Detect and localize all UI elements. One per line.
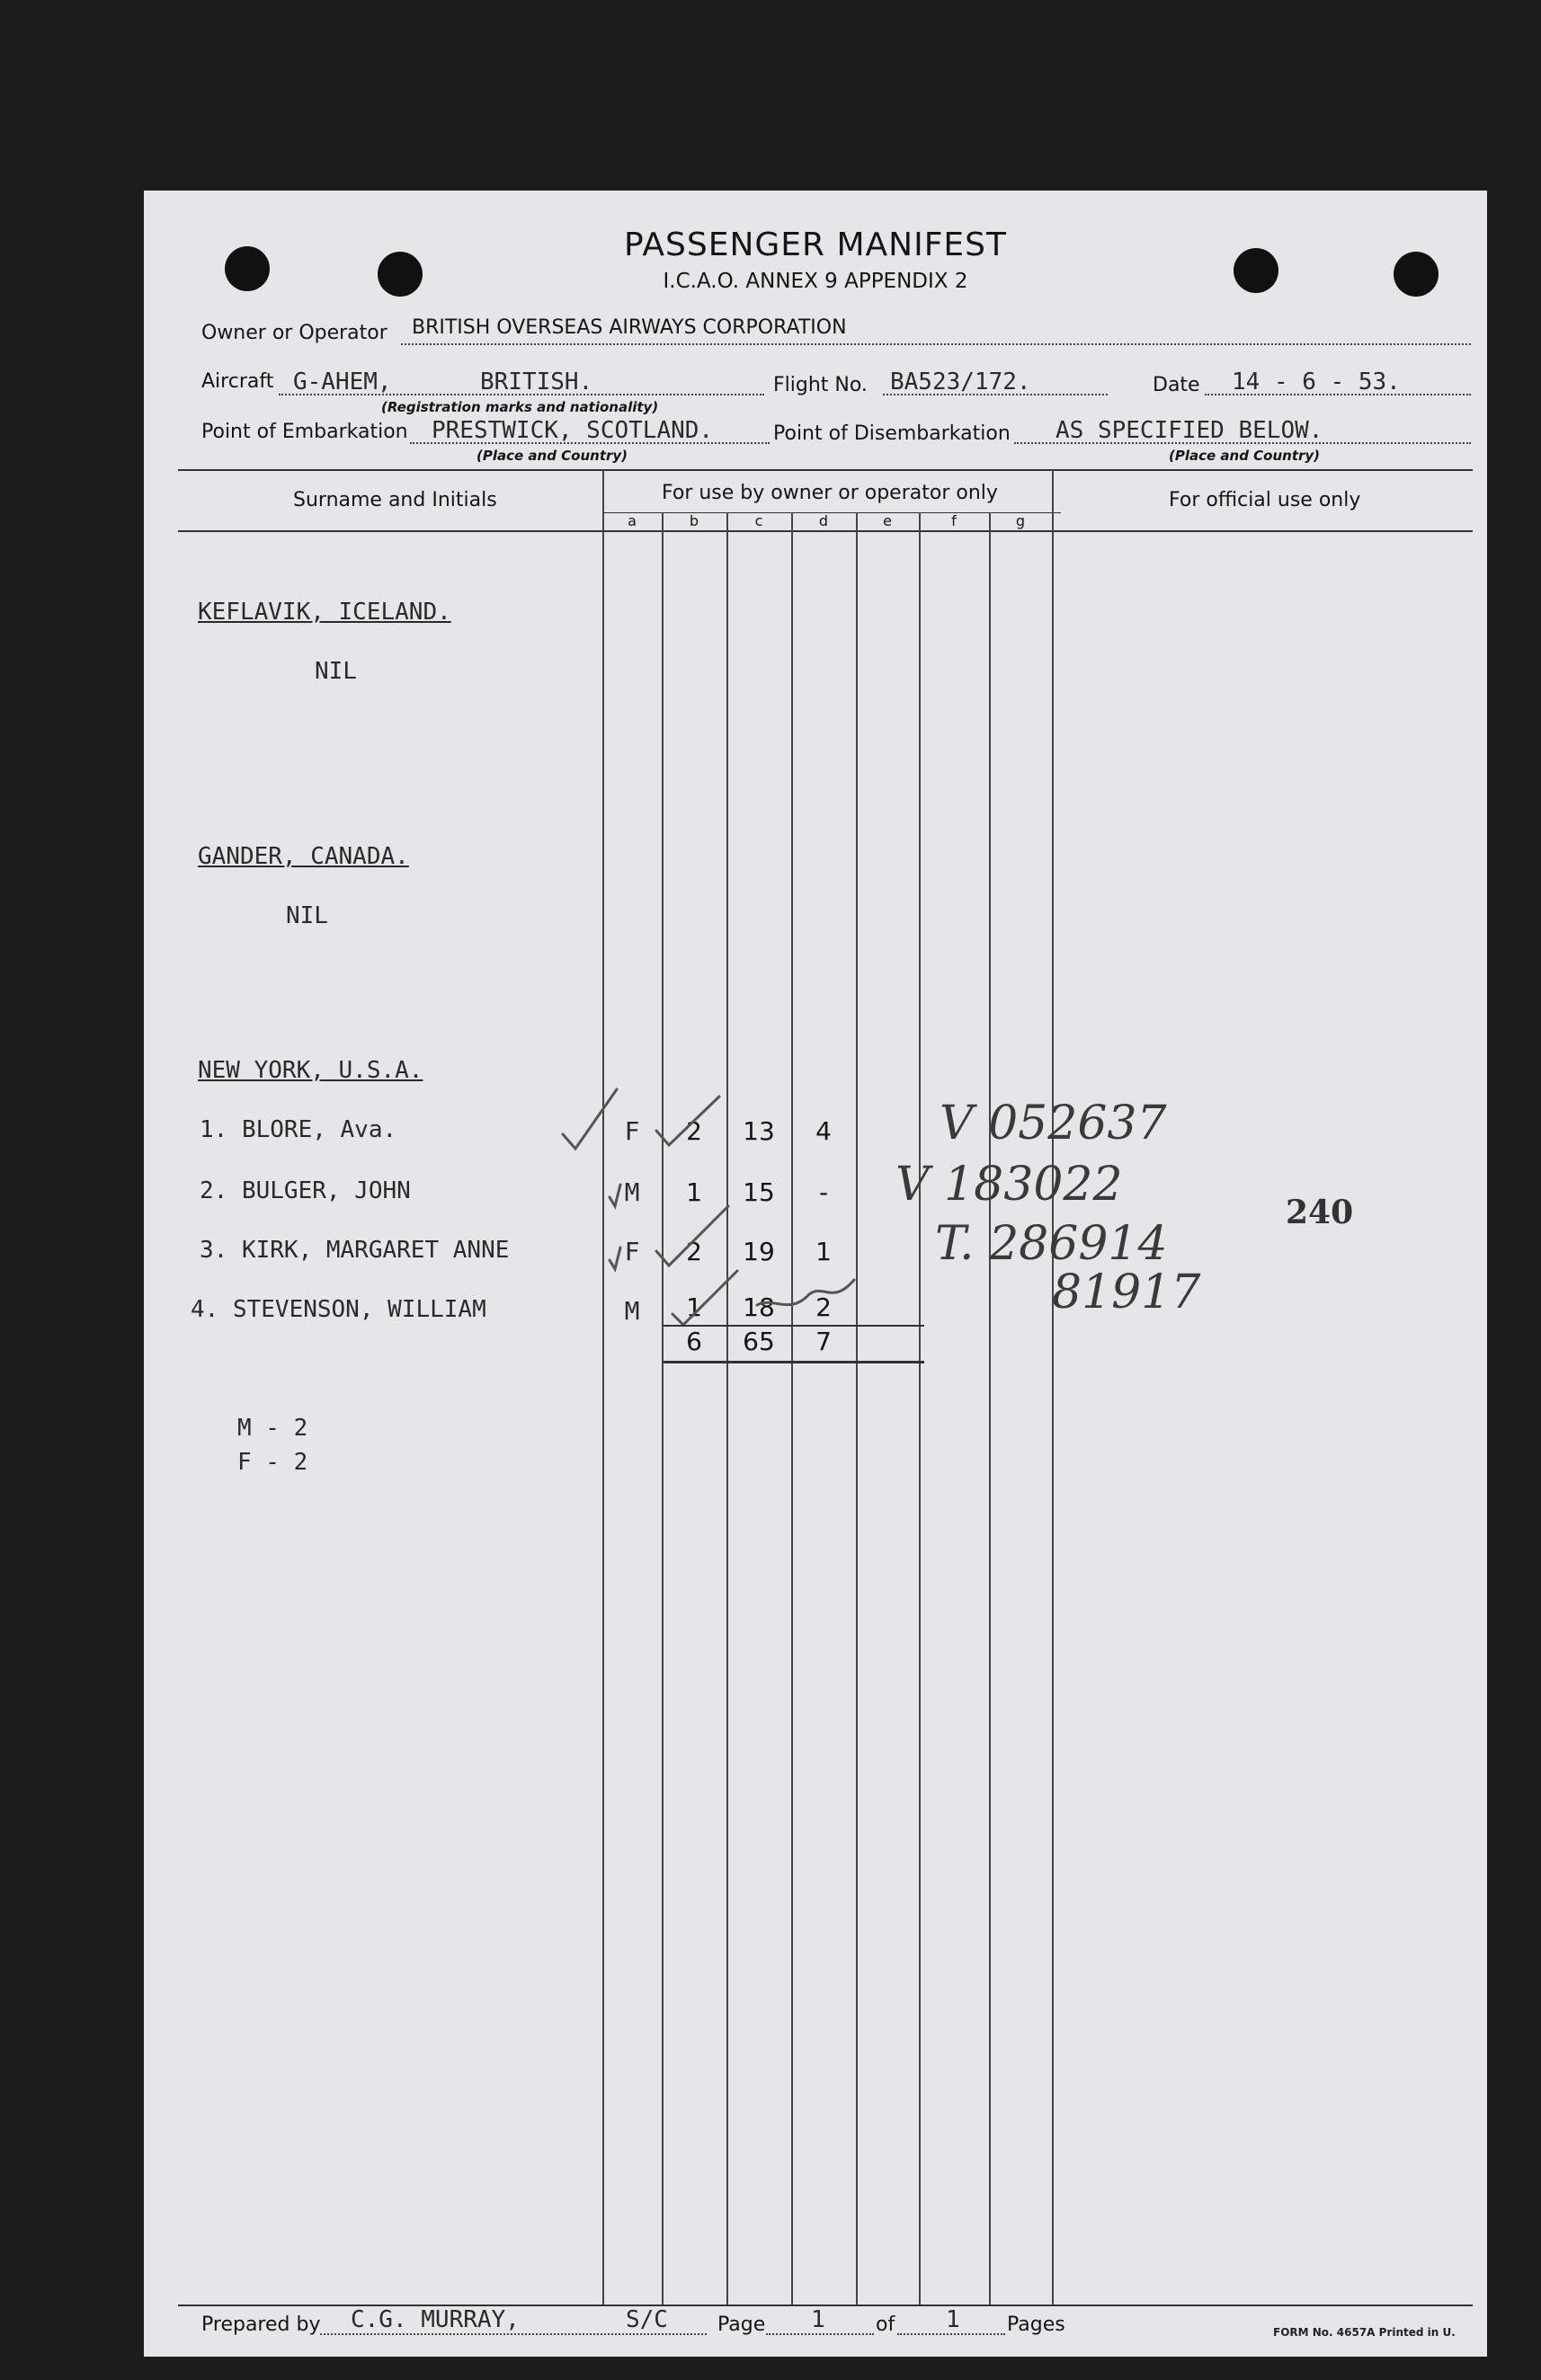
- passenger-col-b: 1: [686, 1177, 702, 1207]
- passenger-official-number: 81917: [1052, 1265, 1201, 1319]
- flight-label: Flight No.: [773, 374, 868, 396]
- surname-header: Surname and Initials: [293, 489, 497, 511]
- owner-label: Owner or Operator: [201, 322, 387, 344]
- section-place: GANDER, CANADA.: [198, 843, 409, 870]
- passenger-sex: M: [624, 1296, 640, 1326]
- form-title: PASSENGER MANIFEST: [623, 226, 1008, 263]
- passenger-col-b: 2: [686, 1237, 702, 1266]
- col-b-label: b: [689, 512, 699, 529]
- aircraft-nationality: BRITISH.: [480, 369, 593, 395]
- flight-value: BA523/172.: [890, 369, 1031, 395]
- passenger-name: 4. STEVENSON, WILLIAM: [191, 1296, 486, 1323]
- passenger-col-d: 4: [815, 1116, 832, 1146]
- owner-use-header: For use by owner or operator only: [662, 482, 998, 504]
- owner-line: [401, 343, 1471, 345]
- page-line: [766, 2333, 874, 2335]
- aircraft-label: Aircraft: [201, 370, 274, 393]
- col-a-label: a: [628, 512, 637, 529]
- col-c-label: c: [754, 512, 763, 529]
- prepared-by-rank: S/C: [626, 2306, 668, 2333]
- owner-value: BRITISH OVERSEAS AIRWAYS CORPORATION: [412, 316, 847, 339]
- table-header-rule: [178, 530, 1473, 532]
- section-note: NIL: [286, 902, 328, 929]
- col-divider-fg: [989, 512, 991, 2306]
- manifest-sheet: [144, 191, 1487, 2357]
- disembarkation-note: (Place and Country): [1169, 448, 1321, 464]
- passenger-name: 2. BULGER, JOHN: [200, 1177, 411, 1204]
- col-g-label: g: [1015, 512, 1026, 529]
- stamp-number: 240: [1286, 1194, 1354, 1231]
- disembarkation-value: AS SPECIFIED BELOW.: [1056, 417, 1323, 444]
- passenger-sex: F: [624, 1116, 640, 1146]
- passenger-official-number: V 052637: [940, 1097, 1167, 1150]
- embarkation-note: (Place and Country): [477, 448, 628, 464]
- passenger-official-number: T. 286914: [935, 1217, 1168, 1271]
- form-number: FORM No. 4657A Printed in U.: [1273, 2326, 1456, 2339]
- passenger-name: 1. BLORE, Ava.: [200, 1116, 397, 1143]
- col-divider-ef: [919, 512, 921, 2306]
- passenger-col-c: 15: [743, 1177, 775, 1207]
- passenger-sex: F: [624, 1237, 640, 1266]
- col-divider-ab: [662, 512, 664, 2306]
- passenger-col-d: -: [818, 1177, 829, 1207]
- of-line: [897, 2333, 1005, 2335]
- passenger-sex: M: [624, 1177, 640, 1207]
- prepared-by-line: [320, 2333, 707, 2335]
- col-divider-name: [602, 469, 604, 2306]
- prepared-by-label: Prepared by: [201, 2313, 321, 2336]
- page-label: Page: [717, 2313, 766, 2336]
- of-label: of: [876, 2313, 895, 2336]
- passenger-name: 3. KIRK, MARGARET ANNE: [200, 1237, 510, 1264]
- aircraft-registration: G-AHEM,: [293, 369, 392, 395]
- total-col-d: 7: [815, 1327, 832, 1356]
- passenger-col-d: 1: [815, 1237, 832, 1266]
- pages-label: Pages: [1007, 2313, 1065, 2336]
- date-label: Date: [1153, 374, 1200, 396]
- passenger-col-c: 13: [743, 1116, 775, 1146]
- col-divider-cd: [791, 512, 793, 2306]
- flight-line: [883, 394, 1108, 395]
- disembarkation-line: [1014, 442, 1471, 444]
- prepared-by-value: C.G. MURRAY,: [351, 2306, 520, 2333]
- embarkation-value: PRESTWICK, SCOTLAND.: [432, 417, 714, 444]
- page-value: 1: [811, 2306, 825, 2333]
- section-note: NIL: [315, 658, 357, 685]
- passenger-official-number: V 183022: [895, 1158, 1123, 1212]
- check-marks-icon: [557, 1071, 1061, 1368]
- of-value: 1: [946, 2306, 960, 2333]
- section-place: KEFLAVIK, ICELAND.: [198, 599, 451, 626]
- aircraft-line: [279, 394, 764, 395]
- passenger-col-c: 19: [743, 1237, 775, 1266]
- official-use-header: For official use only: [1169, 489, 1361, 511]
- date-line: [1205, 394, 1471, 395]
- embarkation-line: [410, 442, 770, 444]
- passenger-col-c: 18: [743, 1292, 775, 1322]
- passenger-col-b: 1: [686, 1292, 702, 1322]
- section-place: NEW YORK, U.S.A.: [198, 1057, 423, 1084]
- date-value: 14 - 6 - 53.: [1232, 369, 1401, 395]
- aircraft-note: (Registration marks and nationality): [381, 399, 659, 415]
- total-col-c: 65: [743, 1327, 775, 1356]
- passenger-col-d: 2: [815, 1292, 832, 1322]
- col-d-label: d: [818, 512, 829, 529]
- col-divider-de: [856, 512, 858, 2306]
- disembarkation-label: Point of Disembarkation: [773, 422, 1011, 445]
- col-divider-bc: [726, 512, 728, 2306]
- total-col-b: 6: [686, 1327, 702, 1356]
- col-f-label: f: [951, 512, 957, 529]
- form-subtitle: I.C.A.O. ANNEX 9 APPENDIX 2: [663, 270, 968, 293]
- summary-male: M - 2: [237, 1415, 308, 1442]
- summary-female: F - 2: [237, 1449, 308, 1476]
- totals-bottom-rule: [664, 1361, 924, 1363]
- col-divider-official: [1052, 469, 1054, 2306]
- col-e-label: e: [883, 512, 892, 529]
- passenger-col-b: 2: [686, 1116, 702, 1146]
- table-top-rule: [178, 469, 1473, 471]
- embarkation-label: Point of Embarkation: [201, 421, 408, 443]
